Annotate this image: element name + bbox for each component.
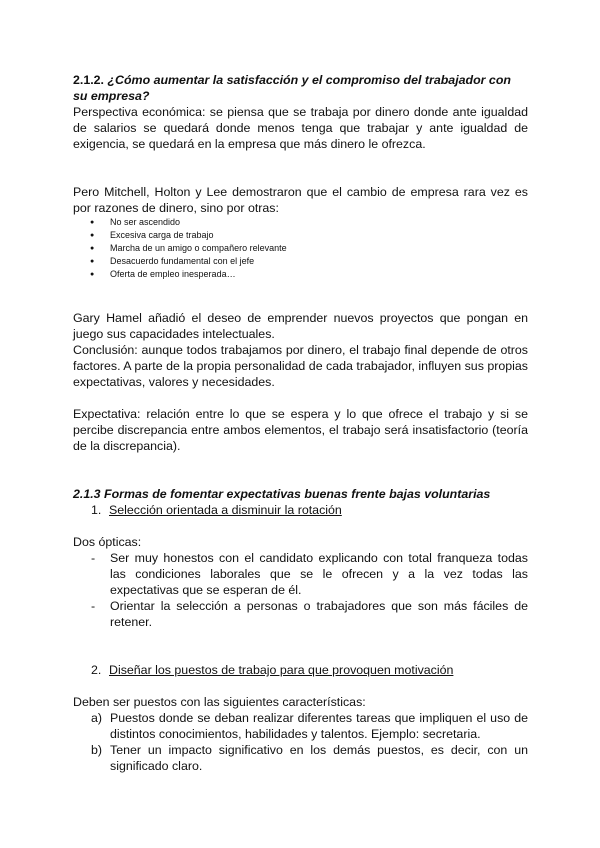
numbered-item-1 bbox=[91, 502, 342, 518]
item-title: Diseñar los puestos de trabajo para que provoquen motivación bbox=[109, 663, 454, 677]
paragraph-gary-hamel: Gary Hamel añadió el deseo de emprender nuevos proyectos que pongan en juego sus capacidades intelectuales. bbox=[73, 311, 528, 341]
list-item-text: Orientar la selección a personas o trabajadores que son más fáciles de retener. bbox=[110, 599, 528, 629]
paragraph-conclusion: Conclusión: aunque todos trabajamos por dinero, el trabajo final depende de otros factores. A parte de la propia personalidad de cada trabajador, influyen sus propias expectativas, valores y necesidades. bbox=[73, 343, 528, 389]
list-item bbox=[73, 550, 528, 598]
item-number: 1. bbox=[91, 503, 102, 517]
list-item bbox=[73, 742, 528, 774]
list-item-text: Puestos donde se deban realizar diferentes tareas que impliquen el uso de distintos conocimientos, habilidades y talentos. Ejemplo: secretaria. bbox=[110, 711, 528, 741]
numbered-item-2 bbox=[91, 662, 453, 678]
section-title: ¿Cómo aumentar la satisfacción y el compromiso del trabajador con su empresa? bbox=[73, 73, 511, 103]
section-heading-2-1-3: 2.1.3 Formas de fomentar expectativas buenas frente bajas voluntarias bbox=[73, 487, 491, 501]
alpha-marker: a) bbox=[91, 711, 103, 725]
item-number: 2. bbox=[91, 663, 102, 677]
list-item: ● Excesiva carga de trabajo bbox=[73, 229, 528, 242]
dash-marker: - bbox=[91, 599, 96, 613]
optics-list bbox=[73, 550, 528, 630]
list-item: ● Oferta de empleo inesperada… bbox=[73, 268, 528, 281]
alpha-marker: b) bbox=[91, 743, 103, 757]
section-number: 2.1.2. bbox=[73, 73, 105, 87]
paragraph-two-optics: Dos ópticas: bbox=[73, 535, 142, 549]
paragraph-economic-perspective: Perspectiva económica: se piensa que se trabaja por dinero donde ante igualdad de salarios se quedará donde menos tenga que trabajar y ante igualdad de exigencia, se quedará en la empresa que más dinero le ofrezca. bbox=[73, 105, 528, 151]
paragraph-expectation: Expectativa: relación entre lo que se espera y lo que ofrece el trabajo y si se percibe discrepancia entre ambos elementos, el trabajo será insatisfactorio (teoría de la discrepancia). bbox=[73, 407, 528, 453]
paragraph-characteristics: Deben ser puestos con las siguientes características: bbox=[73, 695, 366, 709]
list-item-text: Ser muy honestos con el candidato explicando con total franqueza todas las condiciones laborales que se le ofrecen y a la vez todas las expectativas que se esperan de él. bbox=[110, 551, 528, 597]
list-item: ● Desacuerdo fundamental con el jefe bbox=[73, 255, 528, 268]
list-item bbox=[73, 710, 528, 742]
list-item-text: Tener un impacto significativo en los demás puestos, es decir, con un significado claro. bbox=[110, 743, 528, 773]
paragraph-mitchell-holton-lee: Pero Mitchell, Holton y Lee demostraron que el cambio de empresa rara vez es por razones de dinero, sino por otras: bbox=[73, 185, 528, 215]
characteristics-list bbox=[73, 710, 528, 774]
section-heading-2-1-2 bbox=[73, 72, 528, 104]
list-item: ● Marcha de un amigo o compañero relevante bbox=[73, 242, 528, 255]
list-item bbox=[73, 598, 528, 630]
item-title: Selección orientada a disminuir la rotación bbox=[109, 503, 342, 517]
dash-marker: - bbox=[91, 551, 96, 565]
reasons-list bbox=[73, 216, 528, 281]
list-item: ● No ser ascendido bbox=[73, 216, 528, 229]
